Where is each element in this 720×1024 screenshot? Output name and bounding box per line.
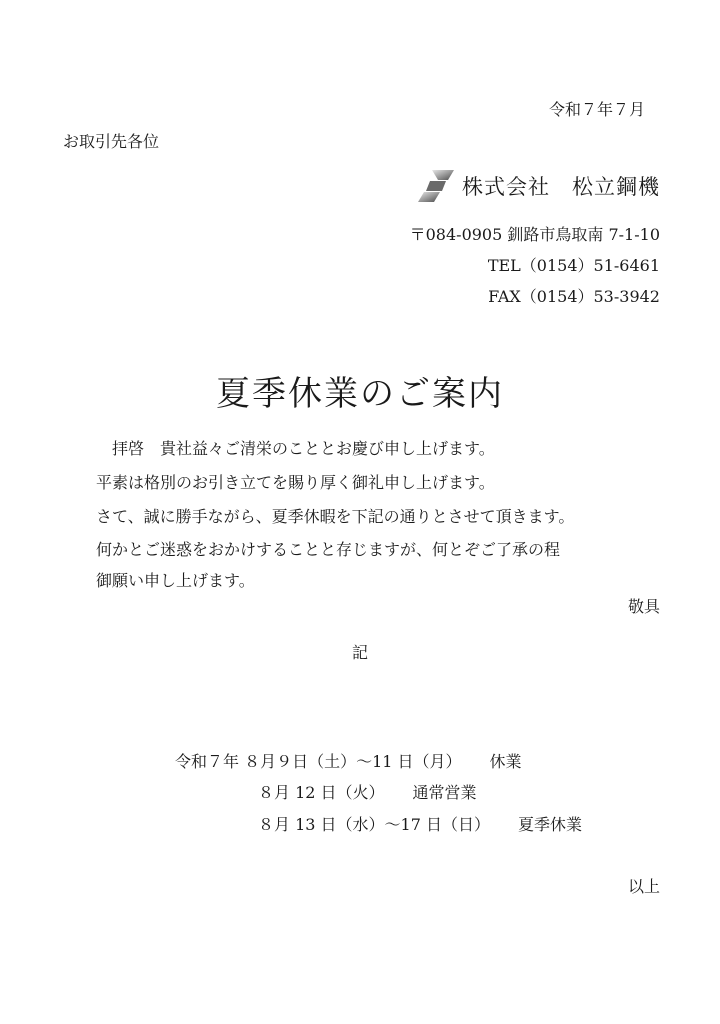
- s-logo-icon: [416, 168, 456, 204]
- body-line: 拝啓 貴社益々ご清栄のこととお慶び申し上げます。: [112, 439, 495, 458]
- schedule-date: 令和７年 ８月９日（土）〜11 日（月）: [175, 752, 462, 771]
- company-fax: FAX（0154）53-3942: [488, 287, 660, 306]
- schedule-status: 通常営業: [412, 783, 477, 802]
- schedule-row: [258, 780, 477, 803]
- schedule-row: [258, 812, 582, 835]
- body-line: 御願い申し上げます。: [96, 571, 255, 590]
- closing-keigu: 敬具: [627, 597, 660, 616]
- company-address: 〒084-0905 釧路市鳥取南 7-1-10: [409, 225, 660, 244]
- schedule-date: ８月 12 日（火）: [258, 783, 385, 802]
- schedule-date: ８月 13 日（水）〜17 日（日）: [258, 815, 490, 834]
- document-date: 令和７年７月: [548, 100, 645, 119]
- schedule-row: [175, 749, 522, 772]
- body-line: 平素は格別のお引き立てを賜り厚く御礼申し上げます。: [96, 473, 495, 492]
- company-tel: TEL（0154）51-6461: [487, 256, 660, 275]
- schedule-status: 休業: [489, 752, 522, 771]
- schedule-status: 夏季休業: [517, 815, 582, 834]
- company-header: [416, 168, 660, 204]
- page-title: 夏季休業のご案内: [216, 374, 504, 414]
- recipient: お取引先各位: [63, 132, 160, 151]
- body-line: さて、誠に勝手ながら、夏季休暇を下記の通りとさせて頂きます。: [96, 507, 575, 526]
- company-name: 株式会社 松立鋼機: [462, 175, 660, 199]
- ending-ijou: 以上: [627, 877, 660, 896]
- body-line: 何かとご迷惑をおかけすることと存じますが、何とぞご了承の程: [96, 540, 561, 559]
- ki-marker: 記: [351, 643, 368, 662]
